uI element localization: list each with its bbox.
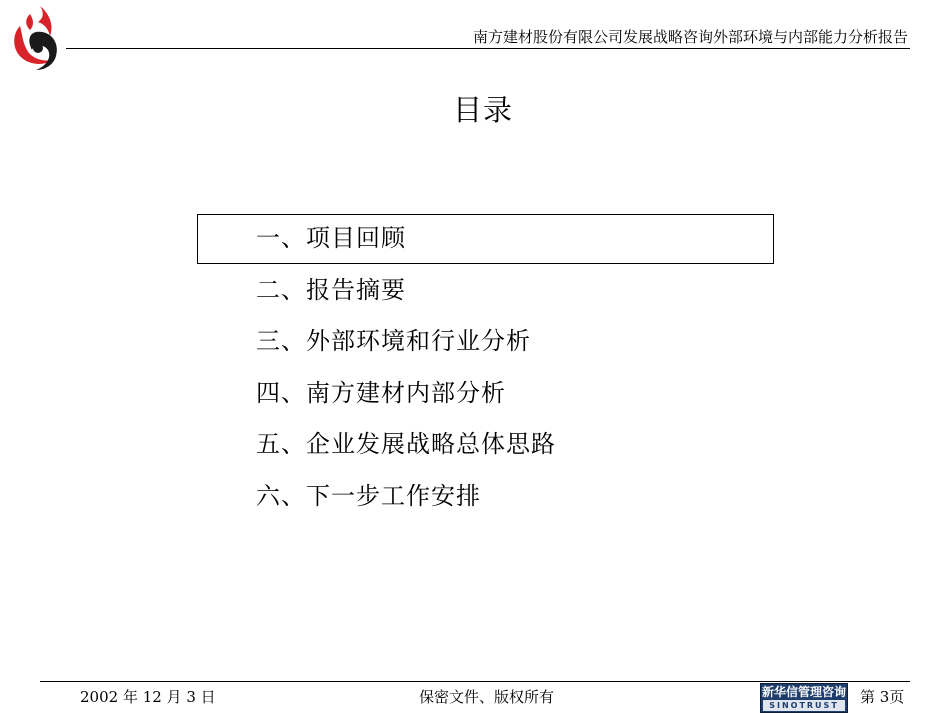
company-logo-icon xyxy=(10,4,62,72)
footer-divider xyxy=(40,681,910,682)
table-of-contents xyxy=(256,214,556,524)
footer-confidential-notice: 保密文件、版权所有 xyxy=(419,688,555,706)
toc-item[interactable]: 一、项目回顾 xyxy=(256,224,406,252)
consultant-logo-cn: 新华信管理咨询 xyxy=(761,685,846,699)
footer-date: 2002 年 12 月 3 日 xyxy=(80,688,216,706)
toc-item[interactable]: 五、企业发展战略总体思路 xyxy=(256,430,556,459)
header-company: 南方建材股份有限公司 xyxy=(472,28,623,46)
toc-item[interactable]: 三、外部环境和行业分析 xyxy=(256,327,531,356)
toc-item[interactable]: 六、下一步工作安排 xyxy=(256,481,481,510)
toc-item[interactable]: 四、南方建材内部分析 xyxy=(256,378,506,407)
page-number: 第 3页 xyxy=(860,688,905,706)
page-title: 目录 xyxy=(452,93,513,127)
toc-item[interactable]: 二、报告摘要 xyxy=(256,275,406,304)
header-divider xyxy=(66,48,910,49)
header-report-title: 发展战略咨询外部环境与内部能力分析报告 xyxy=(622,28,908,46)
consultant-logo-en: SINOTRUST xyxy=(763,700,845,711)
consultant-logo xyxy=(760,683,848,713)
header-title xyxy=(473,26,908,47)
